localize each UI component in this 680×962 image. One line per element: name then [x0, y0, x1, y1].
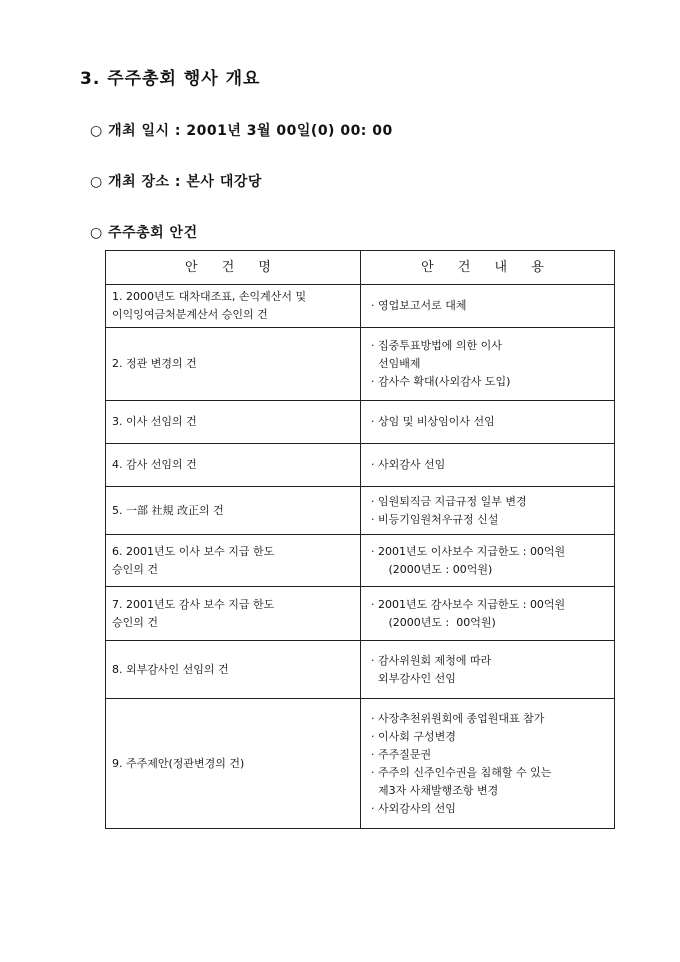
- agenda-item-content: [361, 699, 615, 829]
- table-row: [106, 285, 615, 328]
- agenda-item-content: [361, 641, 615, 699]
- content-line: (2000년도 : 00억원): [371, 562, 493, 576]
- table-row: [106, 641, 615, 699]
- agenda-item-content: [361, 401, 615, 444]
- agenda-item-content: [361, 587, 615, 641]
- content-line: (2000년도 : 00억원): [371, 615, 496, 629]
- content-line: · 사외감사의 선임: [371, 801, 456, 815]
- content-line: · 사외감사 선임: [371, 458, 446, 471]
- content-line: · 이사회 구성변경: [371, 729, 456, 743]
- content-line: · 상임 및 비상임이사 선임: [371, 415, 495, 428]
- agenda-item-name: 8. 외부감사인 선임의 건: [106, 641, 361, 699]
- agenda-table: [105, 250, 615, 829]
- agenda-item-name: 6. 2001년도 이사 보수 지급 한도 승인의 건: [106, 535, 361, 587]
- table-row: [106, 444, 615, 487]
- content-line: · 임원퇴직금 지급규정 일부 변경: [371, 494, 527, 508]
- table-row: [106, 587, 615, 641]
- content-line: · 2001년도 감사보수 지급한도 : 00억원: [371, 597, 566, 611]
- agenda-item-name: 1. 2000년도 대차대조표, 손익계산서 및 이익잉여금처분계산서 승인의 건: [106, 285, 361, 328]
- content-line: · 주주의 신주인수권을 침해할 수 있는: [371, 765, 552, 779]
- content-line: · 집중투표방법에 의한 이사: [371, 339, 502, 352]
- agenda-item-name: 3. 이사 선임의 건: [106, 401, 361, 444]
- agenda-item-content: [361, 328, 615, 401]
- agenda-item-name: 5. 一部 社規 改正의 건: [106, 487, 361, 535]
- content-line: · 주주질문권: [371, 747, 432, 761]
- agenda-item-content: [361, 444, 615, 487]
- table-row: [106, 699, 615, 829]
- section-title: 3. 주주총회 행사 개요: [80, 69, 261, 89]
- table-row: [106, 487, 615, 535]
- content-line: 외부감사인 선임: [371, 671, 456, 685]
- content-line: · 비등기임원처우규정 신설: [371, 512, 499, 526]
- content-line: · 사장추천위원회에 종업원대표 참가: [371, 711, 545, 725]
- agenda-item-name: 4. 감사 선임의 건: [106, 444, 361, 487]
- agenda-item-name: 7. 2001년도 감사 보수 지급 한도 승인의 건: [106, 587, 361, 641]
- content-line: · 2001년도 이사보수 지급한도 : 00억원: [371, 544, 566, 558]
- agenda-item-name: 9. 주주제안(정관변경의 건): [106, 699, 361, 829]
- agenda-table-header-row: [106, 251, 615, 285]
- table-row: [106, 328, 615, 401]
- agenda-item-content: [361, 487, 615, 535]
- agenda-item-content: [361, 535, 615, 587]
- agenda-item-content: [361, 285, 615, 328]
- table-row: [106, 535, 615, 587]
- content-line: 선임배제: [371, 357, 421, 370]
- content-line: · 영업보고서로 대체: [371, 299, 467, 312]
- table-row: [106, 401, 615, 444]
- agenda-name-header: 안 건 명: [106, 251, 361, 285]
- agenda-item-name: 2. 정관 변경의 건: [106, 328, 361, 401]
- meeting-datetime-line: ○ 개최 일시 : 2001년 3월 00일(0) 00: 00: [90, 123, 393, 139]
- content-line: · 감사수 확대(사외감사 도입): [371, 375, 511, 388]
- agenda-heading: ○ 주주총회 안건: [90, 225, 198, 241]
- content-line: 제3자 사채발행조항 변경: [371, 783, 499, 797]
- content-line: · 감사위원회 제청에 따라: [371, 653, 492, 667]
- agenda-content-header: 안 건 내 용: [361, 251, 615, 285]
- meeting-place-line: ○ 개최 장소 : 본사 대강당: [90, 174, 262, 190]
